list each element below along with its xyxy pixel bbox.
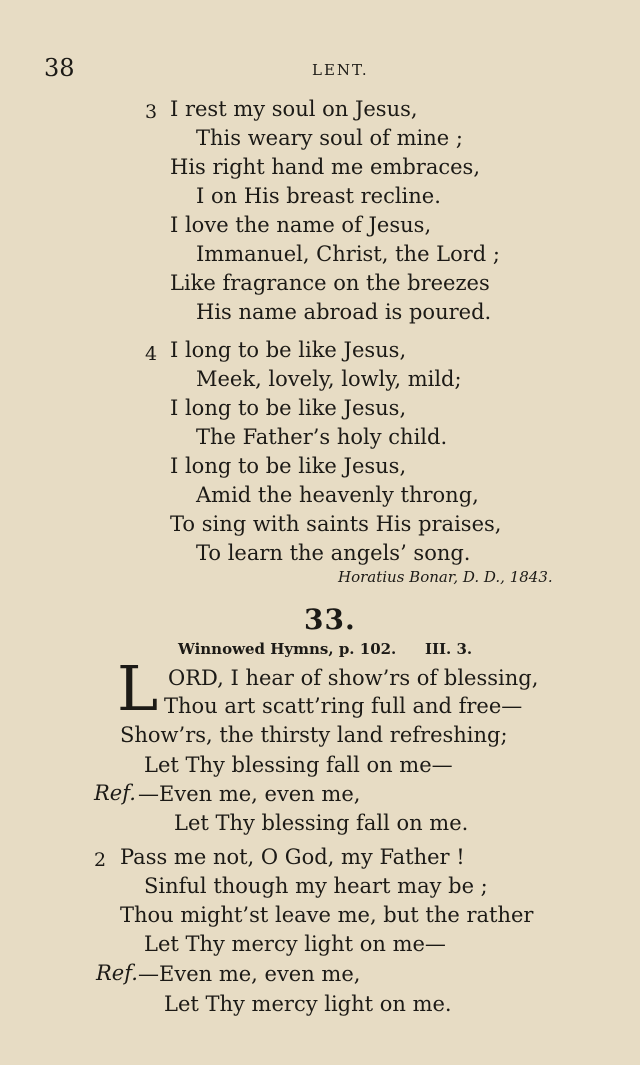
refrain-line: —Even me, even me, [138,782,361,806]
page-number: 38 [44,54,75,82]
verse-line: Meek, lovely, lowly, mild; [196,367,462,391]
verse-line: This weary soul of mine ; [196,126,463,150]
verse-number: 3 [145,101,158,123]
refrain-line: —Even me, even me, [138,962,361,986]
verse-line: Show’rs, the thirsty land refreshing; [120,723,508,747]
refrain-line: Let Thy mercy light on me. [164,992,452,1016]
verse-line: I on His breast recline. [196,184,441,208]
verse-line: I rest my soul on Jesus, [170,97,418,121]
verse-line: I long to be like Jesus, [170,396,407,420]
verse-line: Thou art scatt’ring full and free— [164,694,523,718]
author-attribution: Horatius Bonar, D. D., 1843. [338,568,553,586]
verse-line: The Father’s holy child. [196,425,448,449]
verse-number: 2 [94,849,107,871]
hymn-meter: III. 3. [425,640,473,658]
verse-number: 4 [145,343,158,365]
running-header: LENT. [312,61,369,79]
verse-line: I long to be like Jesus, [170,338,407,362]
verse-line: I love the name of Jesus, [170,213,432,237]
verse-line: Let Thy mercy light on me— [144,932,446,956]
verse-line: His right hand me embraces, [170,155,481,179]
verse-line: Immanuel, Christ, the Lord ; [196,242,500,266]
refrain-label: Ref. [96,961,138,985]
verse-line: Thou might’st leave me, but the rather [120,903,534,927]
verse-line: Let Thy blessing fall on me— [144,753,453,777]
verse-line: Amid the heavenly throng, [196,483,479,507]
verse-line: Like fragrance on the breezes [170,271,490,295]
hymn-number: 33. [304,603,356,636]
verse-line: Sinful though my heart may be ; [144,874,488,898]
refrain-line: Let Thy blessing fall on me. [174,811,469,835]
verse-line: His name abroad is poured. [196,300,492,324]
hymn-source: Winnowed Hymns, p. 102. [178,640,397,658]
drop-cap: L [117,652,159,725]
verse-line: To learn the angels’ song. [196,541,471,565]
verse-line: ORD, I hear of show’rs of blessing, [168,666,539,690]
verse-line: I long to be like Jesus, [170,454,407,478]
verse-line: Pass me not, O God, my Father ! [120,845,465,869]
verse-line: To sing with saints His praises, [170,512,502,536]
refrain-label: Ref. [94,781,136,805]
